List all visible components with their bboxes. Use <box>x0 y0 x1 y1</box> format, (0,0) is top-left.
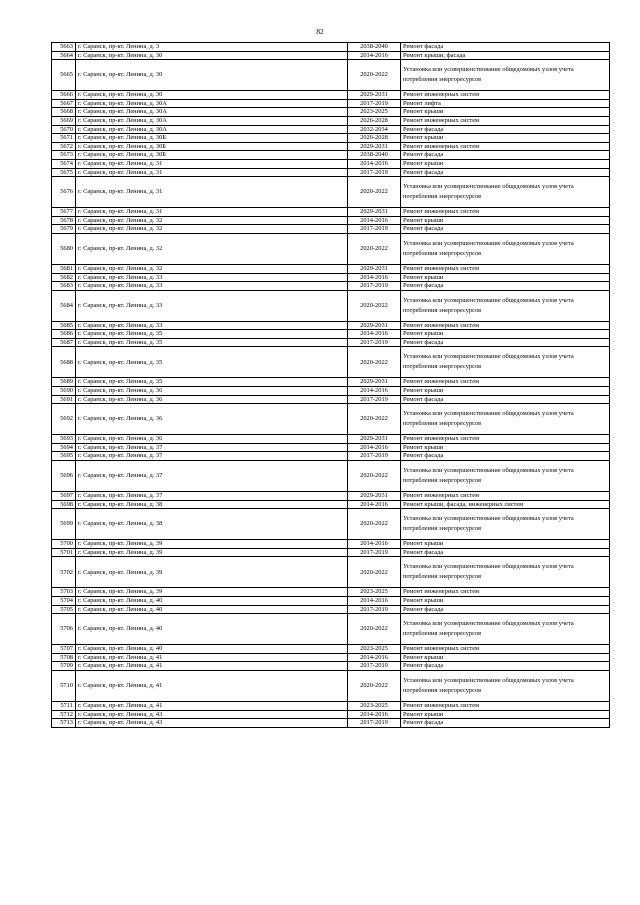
address-cell: г. Саранск, пр-кт. Ленина, д. 35 <box>76 347 348 378</box>
table-row <box>52 108 610 117</box>
work-type-cell: Ремонт крыши <box>401 108 610 117</box>
row-number-cell: 5691 <box>52 395 76 404</box>
work-type-cell: Установка или усовершенствование общедомовых узлов учета потребления энергоресурсов <box>401 614 610 645</box>
address-cell: г. Саранск, пр-кт. Ленина, д. 32 <box>76 225 348 234</box>
table-row <box>52 216 610 225</box>
work-type-cell: Ремонт фасада <box>401 452 610 461</box>
period-cell: 2017-2019 <box>348 395 401 404</box>
address-cell: г. Саранск, пр-кт. Ленина, д. 33 <box>76 290 348 321</box>
address-cell: г. Саранск, пр-кт. Ленина, д. 31 <box>76 208 348 217</box>
address-cell: г. Саранск, пр-кт. Ленина, д. 40 <box>76 605 348 614</box>
address-cell: г. Саранск, пр-кт. Ленина, д. 36 <box>76 387 348 396</box>
table-row <box>52 233 610 264</box>
row-number-cell: 5705 <box>52 605 76 614</box>
table-row <box>52 99 610 108</box>
row-number-cell: 5673 <box>52 151 76 160</box>
work-type-cell: Ремонт крыши, фасада, инженерных систем <box>401 500 610 509</box>
period-cell: 2029-2031 <box>348 91 401 100</box>
period-cell: 2017-2019 <box>348 168 401 177</box>
period-cell: 2029-2031 <box>348 264 401 273</box>
address-cell: г. Саранск, пр-кт. Ленина, д. 36 <box>76 404 348 435</box>
period-cell: 2023-2025 <box>348 108 401 117</box>
table-row <box>52 719 610 728</box>
work-type-cell: Установка или усовершенствование общедомовых узлов учета потребления энергоресурсов <box>401 233 610 264</box>
address-cell: г. Саранск, пр-кт. Ленина, д. 35 <box>76 330 348 339</box>
row-number-cell: 5663 <box>52 43 76 52</box>
work-type-cell: Ремонт крыши <box>401 387 610 396</box>
period-cell: 2017-2019 <box>348 662 401 671</box>
work-type-cell: Ремонт инженерных систем <box>401 701 610 710</box>
address-cell: г. Саранск, пр-кт. Ленина, д. 31 <box>76 168 348 177</box>
table-row <box>52 404 610 435</box>
work-type-cell: Ремонт крыши <box>401 273 610 282</box>
table-row <box>52 500 610 509</box>
work-type-cell: Установка или усовершенствование общедомовых узлов учета потребления энергоресурсов <box>401 509 610 540</box>
row-number-cell: 5704 <box>52 597 76 606</box>
work-type-cell: Ремонт фасада <box>401 125 610 134</box>
table-row <box>52 614 610 645</box>
row-number-cell: 5681 <box>52 264 76 273</box>
table-row <box>52 395 610 404</box>
address-cell: г. Саранск, пр-кт. Ленина, д. 35 <box>76 338 348 347</box>
address-cell: г. Саранск, пр-кт. Ленина, д. 30Б <box>76 142 348 151</box>
address-cell: г. Саранск, пр-кт. Ленина, д. 41 <box>76 653 348 662</box>
table-row <box>52 557 610 588</box>
work-type-cell: Установка или усовершенствование общедомовых узлов учета потребления энергоресурсов <box>401 177 610 208</box>
work-type-cell: Установка или усовершенствование общедомовых узлов учета потребления энергоресурсов <box>401 290 610 321</box>
work-type-cell: Ремонт фасада <box>401 151 610 160</box>
period-cell: 2020-2022 <box>348 177 401 208</box>
row-number-cell: 5674 <box>52 159 76 168</box>
row-number-cell: 5671 <box>52 134 76 143</box>
address-cell: г. Саранск, пр-кт. Ленина, д. 33 <box>76 282 348 291</box>
address-cell: г. Саранск, пр-кт. Ленина, д. 32 <box>76 264 348 273</box>
work-type-cell: Ремонт лифта <box>401 99 610 108</box>
table-row <box>52 338 610 347</box>
row-number-cell: 5695 <box>52 452 76 461</box>
table-row <box>52 461 610 492</box>
table-row <box>52 321 610 330</box>
table-row <box>52 264 610 273</box>
address-cell: г. Саранск, пр-кт. Ленина, д. 36 <box>76 435 348 444</box>
work-type-cell: Ремонт фасада <box>401 338 610 347</box>
address-cell: г. Саранск, пр-кт. Ленина, д. 32 <box>76 233 348 264</box>
period-cell: 2020-2022 <box>348 614 401 645</box>
table-row <box>52 290 610 321</box>
period-cell: 2023-2025 <box>348 701 401 710</box>
table-row <box>52 605 610 614</box>
address-cell: г. Саранск, пр-кт. Ленина, д. 41 <box>76 670 348 701</box>
table-row <box>52 653 610 662</box>
work-type-cell: Ремонт крыши <box>401 597 610 606</box>
row-number-cell: 5685 <box>52 321 76 330</box>
address-cell: г. Саранск, пр-кт. Ленина, д. 33 <box>76 273 348 282</box>
address-cell: г. Саранск, пр-кт. Ленина, д. 43 <box>76 719 348 728</box>
row-number-cell: 5682 <box>52 273 76 282</box>
period-cell: 2029-2031 <box>348 321 401 330</box>
row-number-cell: 5670 <box>52 125 76 134</box>
row-number-cell: 5665 <box>52 60 76 91</box>
address-cell: г. Саранск, пр-кт. Ленина, д. 41 <box>76 662 348 671</box>
table-row <box>52 60 610 91</box>
row-number-cell: 5702 <box>52 557 76 588</box>
row-number-cell: 5709 <box>52 662 76 671</box>
period-cell: 2020-2022 <box>348 60 401 91</box>
period-cell: 2020-2022 <box>348 404 401 435</box>
period-cell: 2017-2019 <box>348 282 401 291</box>
address-cell: г. Саранск, пр-кт. Ленина, д. 38 <box>76 509 348 540</box>
work-type-cell: Ремонт инженерных систем <box>401 492 610 501</box>
table-row <box>52 540 610 549</box>
row-number-cell: 5698 <box>52 500 76 509</box>
row-number-cell: 5689 <box>52 378 76 387</box>
period-cell: 2014-2016 <box>348 387 401 396</box>
work-type-cell: Ремонт фасада <box>401 662 610 671</box>
period-cell: 2020-2022 <box>348 557 401 588</box>
work-type-cell: Ремонт инженерных систем <box>401 435 610 444</box>
period-cell: 2017-2019 <box>348 452 401 461</box>
period-cell: 2020-2022 <box>348 347 401 378</box>
address-cell: г. Саранск, пр-кт. Ленина, д. 30А <box>76 125 348 134</box>
table-row <box>52 43 610 52</box>
period-cell: 2017-2019 <box>348 338 401 347</box>
table-row <box>52 151 610 160</box>
work-type-cell: Ремонт инженерных систем <box>401 645 610 654</box>
row-number-cell: 5683 <box>52 282 76 291</box>
address-cell: г. Саранск, пр-кт. Ленина, д. 43 <box>76 710 348 719</box>
work-type-cell: Ремонт крыши <box>401 134 610 143</box>
row-number-cell: 5664 <box>52 51 76 60</box>
row-number-cell: 5703 <box>52 588 76 597</box>
work-type-cell: Ремонт крыши <box>401 159 610 168</box>
work-type-cell: Ремонт инженерных систем <box>401 91 610 100</box>
period-cell: 2014-2016 <box>348 540 401 549</box>
table-row <box>52 588 610 597</box>
work-type-cell: Ремонт крыши <box>401 540 610 549</box>
period-cell: 2014-2016 <box>348 653 401 662</box>
row-number-cell: 5708 <box>52 653 76 662</box>
work-type-cell: Ремонт инженерных систем <box>401 321 610 330</box>
period-cell: 2026-2028 <box>348 134 401 143</box>
row-number-cell: 5710 <box>52 670 76 701</box>
row-number-cell: 5684 <box>52 290 76 321</box>
row-number-cell: 5677 <box>52 208 76 217</box>
table-row <box>52 548 610 557</box>
table-row <box>52 443 610 452</box>
address-cell: г. Саранск, пр-кт. Ленина, д. 40 <box>76 597 348 606</box>
address-cell: г. Саранск, пр-кт. Ленина, д. 30А <box>76 99 348 108</box>
address-cell: г. Саранск, пр-кт. Ленина, д. 35 <box>76 378 348 387</box>
address-cell: г. Саранск, пр-кт. Ленина, д. 33 <box>76 321 348 330</box>
address-cell: г. Саранск, пр-кт. Ленина, д. 41 <box>76 701 348 710</box>
period-cell: 2020-2022 <box>348 290 401 321</box>
table-row <box>52 208 610 217</box>
work-type-cell: Ремонт фасада <box>401 43 610 52</box>
row-number-cell: 5672 <box>52 142 76 151</box>
period-cell: 2017-2019 <box>348 99 401 108</box>
address-cell: г. Саранск, пр-кт. Ленина, д. 32 <box>76 216 348 225</box>
address-cell: г. Саранск, пр-кт. Ленина, д. 40 <box>76 614 348 645</box>
address-cell: г. Саранск, пр-кт. Ленина, д. 30А <box>76 116 348 125</box>
row-number-cell: 5713 <box>52 719 76 728</box>
table-row <box>52 330 610 339</box>
table-row <box>52 387 610 396</box>
table-row <box>52 378 610 387</box>
table-row <box>52 347 610 378</box>
table-row <box>52 142 610 151</box>
work-type-cell: Ремонт крыши <box>401 443 610 452</box>
work-type-cell: Установка или усовершенствование общедомовых узлов учета потребления энергоресурсов <box>401 60 610 91</box>
period-cell: 2029-2031 <box>348 435 401 444</box>
table-row <box>52 662 610 671</box>
address-cell: г. Саранск, пр-кт. Ленина, д. 37 <box>76 452 348 461</box>
period-cell: 2029-2031 <box>348 492 401 501</box>
table-row <box>52 492 610 501</box>
address-cell: г. Саранск, пр-кт. Ленина, д. 39 <box>76 540 348 549</box>
work-type-cell: Ремонт фасада <box>401 719 610 728</box>
row-number-cell: 5712 <box>52 710 76 719</box>
row-number-cell: 5679 <box>52 225 76 234</box>
table-row <box>52 159 610 168</box>
row-number-cell: 5676 <box>52 177 76 208</box>
row-number-cell: 5678 <box>52 216 76 225</box>
table-row <box>52 225 610 234</box>
work-type-cell: Установка или усовершенствование общедомовых узлов учета потребления энергоресурсов <box>401 557 610 588</box>
table-body <box>52 43 610 728</box>
period-cell: 2014-2016 <box>348 443 401 452</box>
work-type-cell: Ремонт инженерных систем <box>401 588 610 597</box>
period-cell: 2014-2016 <box>348 500 401 509</box>
work-type-cell: Ремонт инженерных систем <box>401 208 610 217</box>
address-cell: г. Саранск, пр-кт. Ленина, д. 37 <box>76 443 348 452</box>
work-type-cell: Ремонт крыши <box>401 653 610 662</box>
period-cell: 2014-2016 <box>348 159 401 168</box>
address-cell: г. Саранск, пр-кт. Ленина, д. 31 <box>76 159 348 168</box>
period-cell: 2014-2016 <box>348 51 401 60</box>
period-cell: 2017-2019 <box>348 605 401 614</box>
row-number-cell: 5707 <box>52 645 76 654</box>
repair-schedule-table <box>51 42 610 728</box>
table-row <box>52 509 610 540</box>
work-type-cell: Ремонт фасада <box>401 225 610 234</box>
row-number-cell: 5700 <box>52 540 76 549</box>
work-type-cell: Установка или усовершенствование общедомовых узлов учета потребления энергоресурсов <box>401 347 610 378</box>
period-cell: 2020-2022 <box>348 233 401 264</box>
row-number-cell: 5688 <box>52 347 76 378</box>
work-type-cell: Ремонт инженерных систем <box>401 116 610 125</box>
address-cell: г. Саранск, пр-кт. Ленина, д. 36 <box>76 395 348 404</box>
period-cell: 2038-2040 <box>348 151 401 160</box>
work-type-cell: Установка или усовершенствование общедомовых узлов учета потребления энергоресурсов <box>401 404 610 435</box>
work-type-cell: Установка или усовершенствование общедомовых узлов учета потребления энергоресурсов <box>401 461 610 492</box>
table-row <box>52 645 610 654</box>
row-number-cell: 5699 <box>52 509 76 540</box>
table-row <box>52 125 610 134</box>
table-row <box>52 710 610 719</box>
address-cell: г. Саранск, пр-кт. Ленина, д. 30А <box>76 108 348 117</box>
row-number-cell: 5692 <box>52 404 76 435</box>
work-type-cell: Ремонт фасада <box>401 395 610 404</box>
period-cell: 2017-2019 <box>348 719 401 728</box>
address-cell: г. Саранск, пр-кт. Ленина, д. 37 <box>76 461 348 492</box>
work-type-cell: Ремонт крыши, фасада <box>401 51 610 60</box>
table-row <box>52 134 610 143</box>
page-number: 82 <box>316 27 324 36</box>
table-row <box>52 51 610 60</box>
address-cell: г. Саранск, пр-кт. Ленина, д. 3 <box>76 43 348 52</box>
work-type-cell: Ремонт крыши <box>401 710 610 719</box>
table-row <box>52 670 610 701</box>
row-number-cell: 5696 <box>52 461 76 492</box>
period-cell: 2020-2022 <box>348 509 401 540</box>
period-cell: 2014-2016 <box>348 216 401 225</box>
period-cell: 2038-2040 <box>348 43 401 52</box>
period-cell: 2020-2022 <box>348 670 401 701</box>
work-type-cell: Ремонт инженерных систем <box>401 264 610 273</box>
row-number-cell: 5701 <box>52 548 76 557</box>
row-number-cell: 5675 <box>52 168 76 177</box>
table-row <box>52 177 610 208</box>
period-cell: 2029-2031 <box>348 208 401 217</box>
row-number-cell: 5694 <box>52 443 76 452</box>
row-number-cell: 5667 <box>52 99 76 108</box>
address-cell: г. Саранск, пр-кт. Ленина, д. 31 <box>76 177 348 208</box>
table-row <box>52 116 610 125</box>
work-type-cell: Ремонт фасада <box>401 605 610 614</box>
address-cell: г. Саранск, пр-кт. Ленина, д. 30Б <box>76 134 348 143</box>
period-cell: 2020-2022 <box>348 461 401 492</box>
work-type-cell: Установка или усовершенствование общедомовых узлов учета потребления энергоресурсов <box>401 670 610 701</box>
row-number-cell: 5690 <box>52 387 76 396</box>
period-cell: 2017-2019 <box>348 548 401 557</box>
work-type-cell: Ремонт инженерных систем <box>401 142 610 151</box>
address-cell: г. Саранск, пр-кт. Ленина, д. 38 <box>76 500 348 509</box>
period-cell: 2014-2016 <box>348 273 401 282</box>
row-number-cell: 5680 <box>52 233 76 264</box>
row-number-cell: 5693 <box>52 435 76 444</box>
table-row <box>52 435 610 444</box>
table-row <box>52 168 610 177</box>
period-cell: 2026-2028 <box>348 116 401 125</box>
period-cell: 2014-2016 <box>348 330 401 339</box>
address-cell: г. Саранск, пр-кт. Ленина, д. 30Б <box>76 151 348 160</box>
address-cell: г. Саранск, пр-кт. Ленина, д. 39 <box>76 557 348 588</box>
table-row <box>52 273 610 282</box>
period-cell: 2023-2025 <box>348 645 401 654</box>
period-cell: 2023-2025 <box>348 588 401 597</box>
row-number-cell: 5666 <box>52 91 76 100</box>
address-cell: г. Саранск, пр-кт. Ленина, д. 40 <box>76 645 348 654</box>
row-number-cell: 5668 <box>52 108 76 117</box>
row-number-cell: 5687 <box>52 338 76 347</box>
work-type-cell: Ремонт крыши <box>401 330 610 339</box>
table-row <box>52 282 610 291</box>
address-cell: г. Саранск, пр-кт. Ленина, д. 30 <box>76 60 348 91</box>
period-cell: 2014-2016 <box>348 710 401 719</box>
row-number-cell: 5669 <box>52 116 76 125</box>
period-cell: 2017-2019 <box>348 225 401 234</box>
address-cell: г. Саранск, пр-кт. Ленина, д. 39 <box>76 588 348 597</box>
period-cell: 2032-2034 <box>348 125 401 134</box>
table-row <box>52 91 610 100</box>
address-cell: г. Саранск, пр-кт. Ленина, д. 30 <box>76 51 348 60</box>
period-cell: 2029-2031 <box>348 378 401 387</box>
row-number-cell: 5706 <box>52 614 76 645</box>
address-cell: г. Саранск, пр-кт. Ленина, д. 37 <box>76 492 348 501</box>
row-number-cell: 5697 <box>52 492 76 501</box>
table-row <box>52 701 610 710</box>
row-number-cell: 5711 <box>52 701 76 710</box>
table-row <box>52 452 610 461</box>
work-type-cell: Ремонт инженерных систем <box>401 378 610 387</box>
period-cell: 2014-2016 <box>348 597 401 606</box>
table-row <box>52 597 610 606</box>
work-type-cell: Ремонт крыши <box>401 216 610 225</box>
address-cell: г. Саранск, пр-кт. Ленина, д. 39 <box>76 548 348 557</box>
address-cell: г. Саранск, пр-кт. Ленина, д. 30 <box>76 91 348 100</box>
row-number-cell: 5686 <box>52 330 76 339</box>
work-type-cell: Ремонт фасада <box>401 548 610 557</box>
period-cell: 2029-2031 <box>348 142 401 151</box>
work-type-cell: Ремонт фасада <box>401 282 610 291</box>
work-type-cell: Ремонт фасада <box>401 168 610 177</box>
